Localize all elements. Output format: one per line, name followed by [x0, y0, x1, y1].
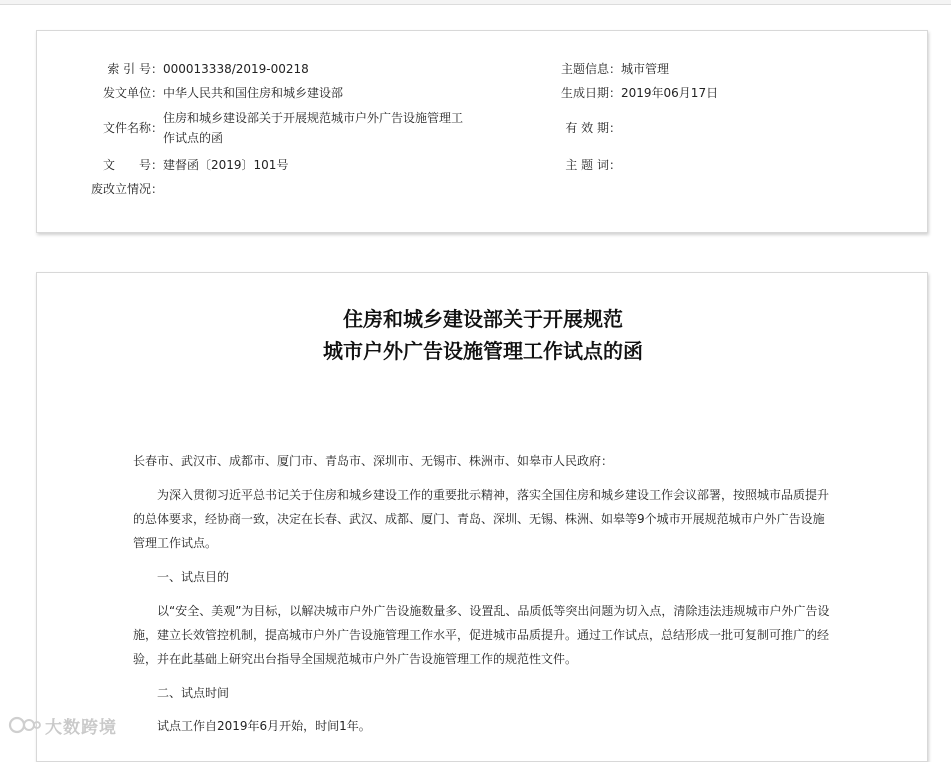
issuer-label: 发文单位： — [102, 86, 163, 100]
issuer-value: 中华人民共和国住房和城乡建设部 — [163, 86, 344, 100]
doc-number-row — [89, 155, 288, 175]
document-title-line2: 城市户外广告设施管理工作试点的函 — [323, 339, 643, 363]
paragraph-intro: 为深入贯彻习近平总书记关于住房和城乡建设工作的重要批示精神，落实全国住房和城乡建设工作会议部署，按照城市品质提升的总体要求，经协商一致，决定在长春、武汉、成都、厦门、青岛、深圳、无锡、株洲、如皋等9个城市开展规范城市户外广告设施管理工作试点。 — [133, 488, 830, 550]
top-divider — [0, 0, 951, 5]
section-heading-purpose: 一、试点目的 — [157, 570, 230, 584]
index-number-value: 000013338/2019-00218 — [163, 62, 309, 76]
repeal-row — [89, 179, 163, 199]
date-label: 生成日期： — [560, 86, 621, 100]
index-number-label: 索 引 号： — [107, 62, 163, 76]
filename-row — [89, 108, 463, 148]
date-row — [545, 83, 718, 103]
issuer-row — [89, 83, 343, 103]
doc-number-label: 文 号： — [102, 158, 163, 172]
document-panel — [36, 272, 928, 762]
validity-row — [545, 118, 621, 138]
watermark — [8, 713, 117, 737]
paragraph-purpose: 以“安全、美观”为目标，以解决城市户外广告设施数量多、设置乱、品质低等突出问题为切入点，清除违法违规城市户外广告设施，建立长效管控机制，提高城市户外广告设施管理工作水平，促进城市品质提升。通过工作试点，总结形成一批可复制可推广的经验，并在此基础上研究出台指导全国规范城市户外广告设施管理工作的规范性文件。 — [133, 604, 830, 666]
keywords-label: 主 题 词： — [565, 158, 621, 172]
document-title — [37, 303, 929, 367]
metadata-panel — [36, 30, 928, 233]
filename-label: 文件名称： — [102, 121, 163, 135]
addressee: 长春市、武汉市、成都市、厦门市、青岛市、深圳市、无锡市、株洲市、如皋市人民政府： — [133, 454, 614, 468]
date-value: 2019年06月17日 — [621, 86, 719, 100]
watermark-text: 大数跨境 — [45, 717, 117, 738]
topic-row — [545, 59, 669, 79]
topic-value: 城市管理 — [621, 62, 670, 76]
doc-number-value: 建督函〔2019〕101号 — [163, 158, 289, 172]
repeal-label: 废改立情况： — [90, 182, 163, 196]
section-heading-time: 二、试点时间 — [157, 686, 230, 700]
topic-label: 主题信息： — [560, 62, 621, 76]
watermark-logo-icon — [8, 715, 42, 735]
filename-value: 住房和城乡建设部关于开展规范城市户外广告设施管理工作试点的函 — [163, 111, 464, 145]
document-title-line1: 住房和城乡建设部关于开展规范 — [343, 307, 623, 331]
index-number-row — [89, 59, 309, 79]
keywords-row — [545, 155, 621, 175]
validity-label: 有 效 期： — [565, 121, 621, 135]
paragraph-time: 试点工作自2019年6月开始，时间1年。 — [157, 719, 371, 733]
